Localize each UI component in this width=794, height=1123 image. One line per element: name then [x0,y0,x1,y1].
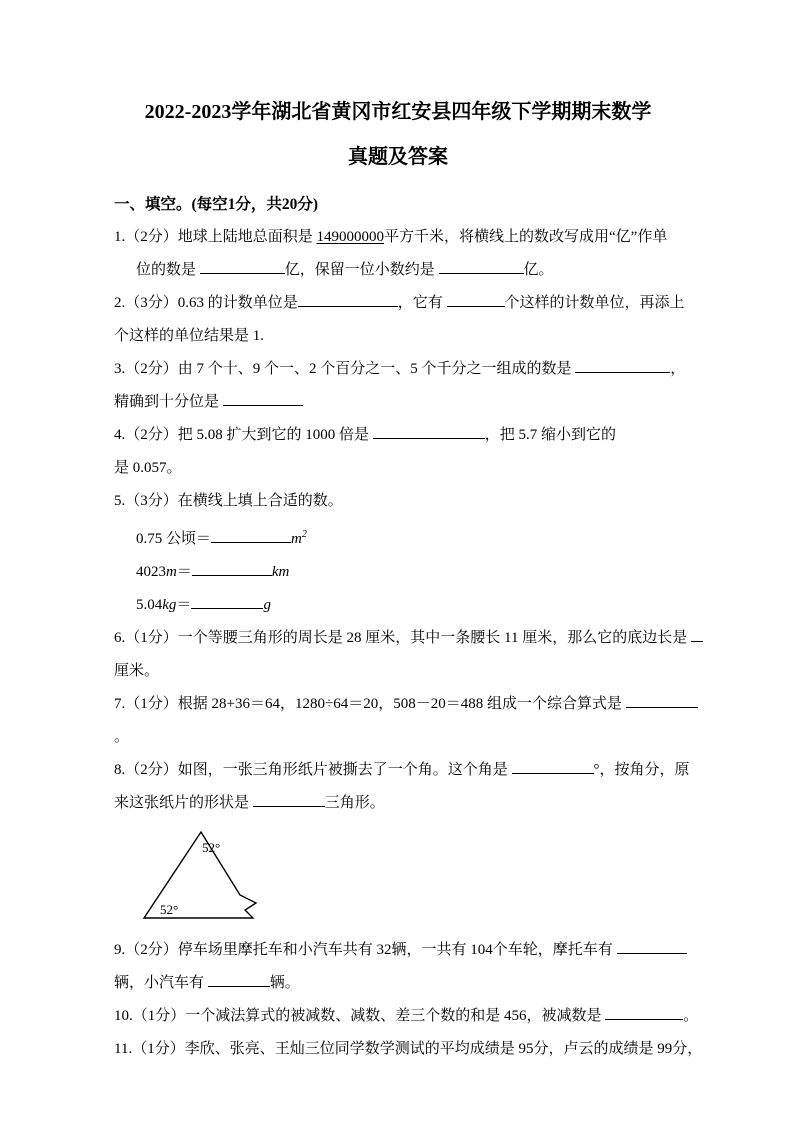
unit-symbol: m [291,531,302,547]
question-line: 来这张纸片的形状是 三角形。 [114,795,385,811]
answer-blank [298,293,398,307]
answer-blank [512,760,594,774]
exam-title-line1: 2022-2023学年湖北省黄冈市红安县四年级下学期期末数学 [144,101,652,123]
answer-blank [447,293,505,307]
superscript: 2 [301,529,307,540]
unit-symbol: kg [162,597,177,613]
question-q2 [114,287,685,353]
question-line: 精确到十分位是 [114,386,682,419]
unit-symbol: km [271,564,290,580]
question-line: 2.（3分）0.63 的计数单位是 ，它有 个这样的计数单位，再添上 [114,295,685,311]
question-line: 是 0.057。 [114,460,182,476]
question-line: 3.（2分）由 7 个十、9 个一、2 个百分之一、5 个千分之一组成的数是 ， [114,361,686,377]
question-line: 6.（1分）一个等腰三角形的周长是 28 厘米，其中一条腰长 11 厘米，那么它的底边长是 [114,622,682,655]
question-line: 辆，小汽车有 辆。 [114,975,300,991]
section-heading-fill-in: 一、填空。(每空1分，共20分) [114,196,319,213]
answer-blank [575,359,670,373]
question-line: 8.（2分）如图，一张三角形纸片被撕去了一个角。这个角是 °，按角分，原 [114,762,690,778]
question-q3 [114,353,686,419]
question-q5 [114,485,682,622]
answer-blank [617,940,687,954]
question-q1 [114,221,682,287]
question-line: 。 [114,729,130,745]
answer-blank [691,628,703,642]
question-line: 4.（2分）把 5.08 扩大到它的 1000 倍是 ，把 5.7 缩小到它的 [114,427,617,443]
question-line: 4023m＝ km [136,564,290,580]
answer-blank [191,595,263,609]
question-line: 11.（1分）李欣、张亮、王灿三位同学数学测试的平均成绩是 95分，卢云的成绩是 99分， [114,1041,703,1057]
answer-blank [200,260,285,274]
question-line: 0.75 公顷＝ $m^2$ [136,529,307,547]
answer-blank [626,694,698,708]
answer-blank [253,793,325,807]
questions-list [114,221,703,1066]
question-q9 [114,934,682,1000]
question-line: 10.（1分）一个减法算式的被减数、减数、差三个数的和是 456，被减数是 。 [114,1008,699,1024]
answer-blank [211,529,291,543]
question-q7 [114,688,682,754]
question-line: 1.（2分）地球上陆地总面积是 149000000平方千米，将横线上的数改写成用“亿”作单 [114,229,668,245]
apex-angle-label: 52° [202,840,221,855]
exam-title-line2: 真题及答案 [348,146,448,168]
question-line: 5.04kg＝ g [136,597,271,613]
question-line: 7.（1分）根据 28+36＝64，1280÷64＝20，508－20＝488 组成一个综合算式是 [114,688,682,721]
question-line: 个这样的单位结果是 1. [114,328,265,344]
answer-blank [192,562,272,576]
base-angle-label: 52° [160,902,179,917]
question-line: 位的数是 亿，保留一位小数约是 亿。 [136,262,554,278]
answer-blank [605,1006,683,1020]
unit-symbol: g [263,597,271,613]
question-q6 [114,622,691,688]
question-q10 [114,1000,699,1033]
question-line: 9.（2分）停车场里摩托车和小汽车共有 32辆，一共有 104个车轮，摩托车有 [114,934,682,967]
question-q8 [114,754,690,820]
underlined-value: 149000000 [316,229,385,245]
question-line: 厘米。 [114,663,160,679]
torn-triangle-figure [138,828,682,932]
answer-blank [208,973,270,987]
unit-symbol: m [166,564,177,580]
question-q4 [114,419,682,485]
answer-blank [439,260,524,274]
answer-blank [373,425,485,439]
torn-triangle-svg [138,828,288,932]
question-line: 5.（3分）在横线上填上合适的数。 [114,493,343,509]
answer-blank [223,392,303,406]
question-q11 [114,1033,703,1066]
